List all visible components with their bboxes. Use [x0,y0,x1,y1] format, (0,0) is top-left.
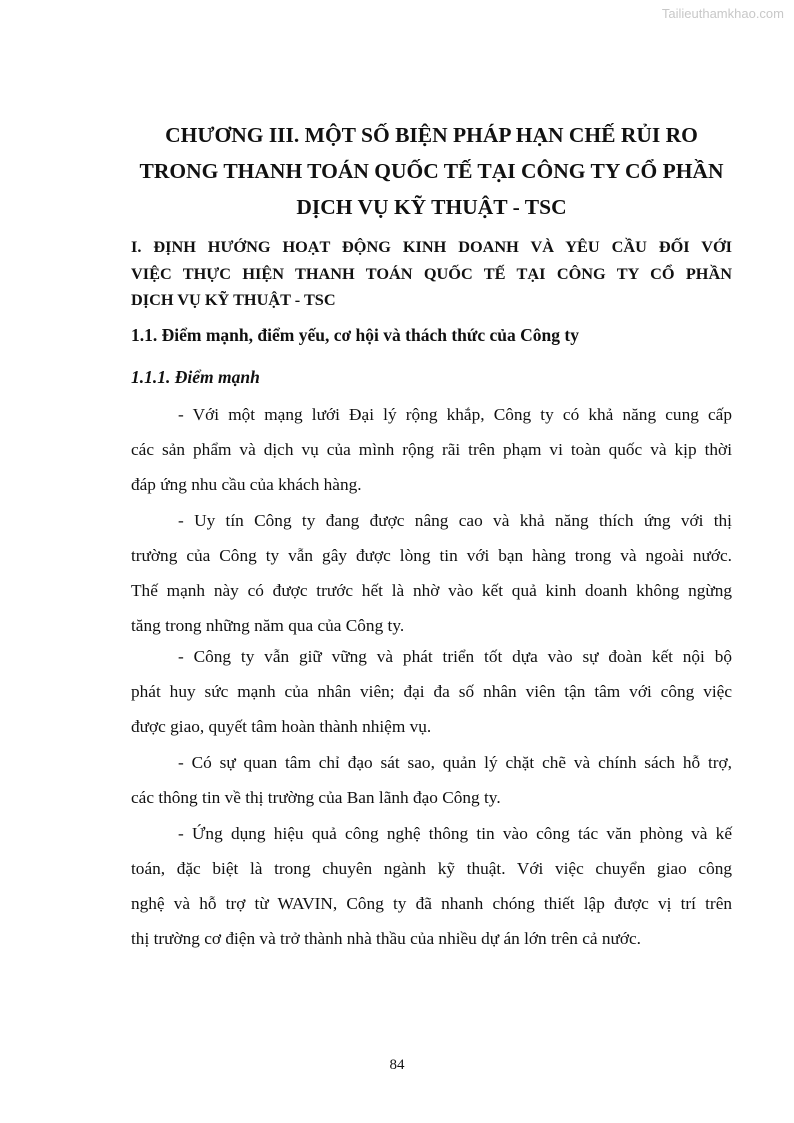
paragraph-line: tăng trong những năm qua của Công ty. [131,616,405,635]
page-number: 84 [389,1057,405,1073]
paragraph-line: thị trường cơ điện và trở thành nhà thầu của nhiều dự án lớn trên cả nước. [131,929,641,948]
subsection-title: 1.1. Điểm mạnh, điểm yếu, cơ hội và thách thức của Công ty [131,325,579,345]
section-title [131,234,732,314]
paragraph-line: trường của Công ty vẫn gây được lòng tin với bạn hàng trong và ngoài nước. [131,546,732,565]
section-title-line: DỊCH VỤ KỸ THUẬT - TSC [131,290,336,309]
paragraph-line: - Với một mạng lưới Đại lý rộng khắp, Công ty có khả năng cung cấp [178,405,732,424]
paragraph-line: - Ứng dụng hiệu quả công nghệ thông tin vào công tác văn phòng và kế [178,824,732,843]
paragraph-line: nghệ và hỗ trợ từ WAVIN, Công ty đã nhanh chóng thiết lập được vị trí trên [131,894,732,913]
paragraph-line: các thông tin về thị trường của Ban lãnh đạo Công ty. [131,788,501,807]
paragraph-line: Thế mạnh này có được trước hết là nhờ vào kết quả kinh doanh không ngừng [131,581,732,600]
paragraph [131,639,732,744]
paragraph-line: - Có sự quan tâm chỉ đạo sát sao, quản lý chặt chẽ và chính sách hỗ trợ, [178,753,732,772]
paragraph [131,397,732,502]
paragraph [131,816,732,956]
watermark: Tailieuthamkhao.com [661,6,784,21]
subsubsection-title: 1.1.1. Điểm mạnh [131,367,260,387]
paragraph [131,503,732,643]
paragraph [131,745,732,815]
paragraph-line: được giao, quyết tâm hoàn thành nhiệm vụ. [131,717,432,736]
chapter-title [131,117,732,225]
paragraph-line: - Công ty vẫn giữ vững và phát triển tốt dựa vào sự đoàn kết nội bộ [178,647,732,666]
paragraph-line: các sản phẩm và dịch vụ của mình rộng rãi trên phạm vi toàn quốc và kịp thời [131,440,732,459]
section-title-line: VIỆC THỰC HIỆN THANH TOÁN QUỐC TẾ TẠI CÔNG TY CỔ PHẦN [131,263,732,283]
paragraph-line: đáp ứng nhu cầu của khách hàng. [131,475,362,494]
chapter-title-line: TRONG THANH TOÁN QUỐC TẾ TẠI CÔNG TY CỔ PHẦN [139,159,724,183]
paragraph-line: - Uy tín Công ty đang được nâng cao và khả năng thích ứng với thị [178,511,732,530]
paragraph-line: toán, đặc biệt là trong chuyên ngành kỹ thuật. Với việc chuyển giao công [131,859,732,878]
chapter-title-line: DỊCH VỤ KỸ THUẬT - TSC [296,195,567,219]
paragraph-line: phát huy sức mạnh của nhân viên; đại đa số nhân viên tận tâm với công việc [131,682,732,701]
chapter-title-line: CHƯƠNG III. MỘT SỐ BIỆN PHÁP HẠN CHẾ RỦI RO [165,123,698,147]
section-title-line: I. ĐỊNH HƯỚNG HOẠT ĐỘNG KINH DOANH VÀ YÊU CẦU ĐỐI VỚI [131,237,732,256]
